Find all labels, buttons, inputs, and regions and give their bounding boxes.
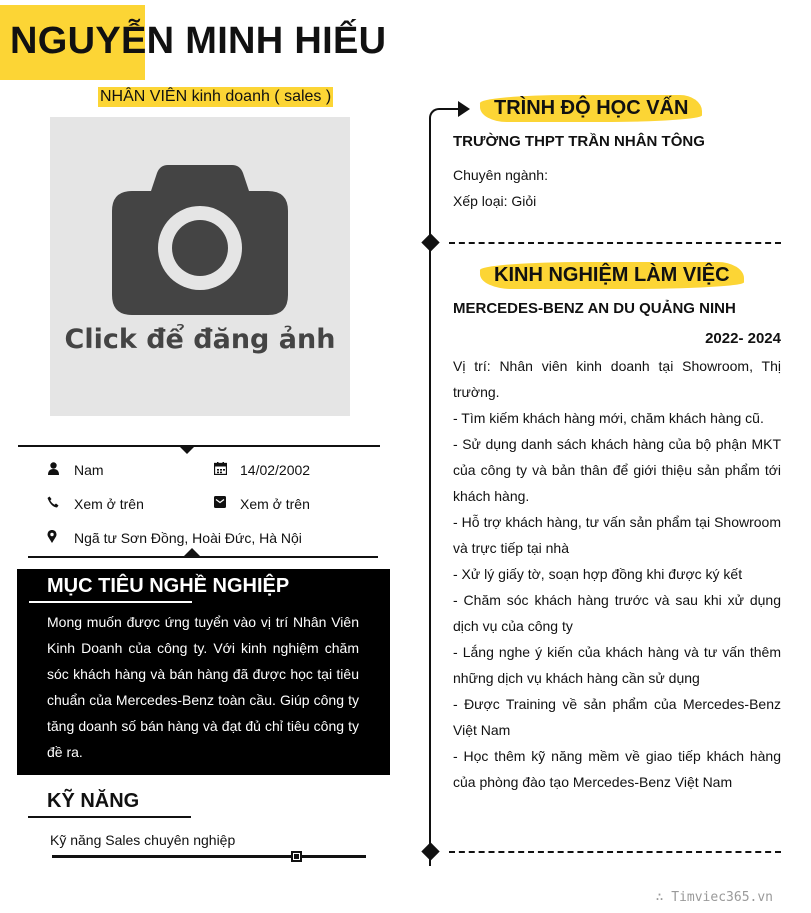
timeline-line (429, 118, 431, 866)
skill-name[interactable]: Kỹ năng Sales chuyên nghiệp (50, 832, 236, 848)
email-value[interactable]: Xem ở trên (240, 496, 310, 512)
objective-underline (29, 601, 192, 603)
experience-line[interactable]: - Học thêm kỹ năng mềm về giao tiếp khách hàng của phòng đào tạo Mercedes-Benz Việt Nam (453, 748, 781, 790)
experience-line[interactable]: - Hỗ trợ khách hàng, tư vấn sản phẩm tại Showroom và trực tiếp tại nhà (453, 514, 781, 556)
education-major[interactable]: Chuyên ngành: (453, 167, 548, 183)
objective-title[interactable]: MỤC TIÊU NGHỀ NGHIỆP (47, 575, 290, 597)
photo-caption: Click để đăng ảnh (64, 324, 336, 355)
timeline-node (421, 842, 439, 860)
experience-line[interactable]: - Sử dụng danh sách khách hàng của bộ phận MKT của công ty và bản thân để giới thiệu sản phẩm tới khách hàng. (453, 436, 781, 504)
divider-pointer-down (179, 446, 195, 454)
section-divider (449, 242, 781, 244)
gender-value[interactable]: Nam (74, 462, 104, 478)
skills-underline (28, 816, 191, 818)
objective-text[interactable]: Mong muốn được ứng tuyển vào vị trí Nhân Viên Kinh Doanh của công ty. Với kinh nghiệm chăm sóc khách hàng và bán hàng đã được học tại tiêu chuẩn của Mercedes-Benz toàn cầu. Giúp công ty tăng doanh số bán hàng và đạt đủ chỉ tiêu công ty đề ra. (47, 614, 359, 760)
timeline-node (421, 233, 439, 251)
experience-line[interactable]: - Được Training về sản phẩm của Mercedes-Benz Việt Nam (453, 696, 781, 738)
experience-company[interactable]: MERCEDES-BENZ AN DU QUẢNG NINH (453, 300, 736, 317)
map-pin-icon (45, 529, 59, 543)
email-icon (213, 495, 227, 509)
user-icon (46, 461, 60, 475)
camera-icon (110, 161, 290, 317)
section-divider (449, 851, 781, 853)
divider-pointer-up (184, 548, 200, 556)
candidate-name[interactable]: NGUYỄN MINH HIẾU (10, 20, 387, 62)
experience-description (453, 353, 781, 795)
experience-line[interactable]: - Xử lý giấy tờ, soạn hợp đồng khi được ký kết (453, 566, 743, 582)
birthday-value[interactable]: 14/02/2002 (240, 462, 311, 478)
experience-period[interactable]: 2022- 2024 (705, 330, 781, 347)
contact-bottom-divider (28, 556, 378, 558)
education-school[interactable]: TRƯỜNG THPT TRẦN NHÂN TÔNG (453, 133, 705, 150)
skill-level-track (52, 855, 366, 858)
phone-icon (46, 495, 60, 509)
calendar-icon (213, 461, 227, 475)
experience-line[interactable]: - Lắng nghe ý kiến của khách hàng và tư vấn thêm những dịch vụ khách hàng cần sử dụng (453, 644, 781, 686)
job-title[interactable]: NHÂN VIÊN kinh doanh ( sales ) (100, 88, 332, 105)
phone-value[interactable]: Xem ở trên (74, 496, 144, 512)
skill-level-handle[interactable] (291, 851, 302, 862)
photo-upload[interactable] (50, 117, 350, 416)
education-title[interactable]: TRÌNH ĐỘ HỌC VẤN (480, 95, 702, 122)
objective-section (17, 569, 390, 775)
experience-line[interactable]: - Tìm kiếm khách hàng mới, chăm khách hàng cũ. (453, 410, 764, 426)
experience-line[interactable]: - Chăm sóc khách hàng trước và sau khi xử dụng dịch vụ của công ty (453, 592, 781, 634)
education-grade[interactable]: Xếp loại: Giỏi (453, 193, 537, 209)
timeline-arrow-icon (458, 101, 470, 117)
skills-title[interactable]: KỸ NĂNG (47, 790, 140, 812)
contact-top-divider (18, 445, 380, 447)
experience-title[interactable]: KINH NGHIỆM LÀM VIỆC (480, 262, 744, 289)
timeline-elbow (429, 108, 459, 128)
watermark-logo-icon: ∴ (655, 890, 672, 905)
watermark-text: Timviec365.vn (671, 890, 773, 905)
address-value[interactable]: Ngã tư Sơn Đồng, Hoài Đức, Hà Nội (74, 530, 302, 546)
experience-line[interactable]: Vị trí: Nhân viên kinh doanh tại Showroom, Thị trường. (453, 358, 781, 400)
watermark (656, 890, 773, 905)
